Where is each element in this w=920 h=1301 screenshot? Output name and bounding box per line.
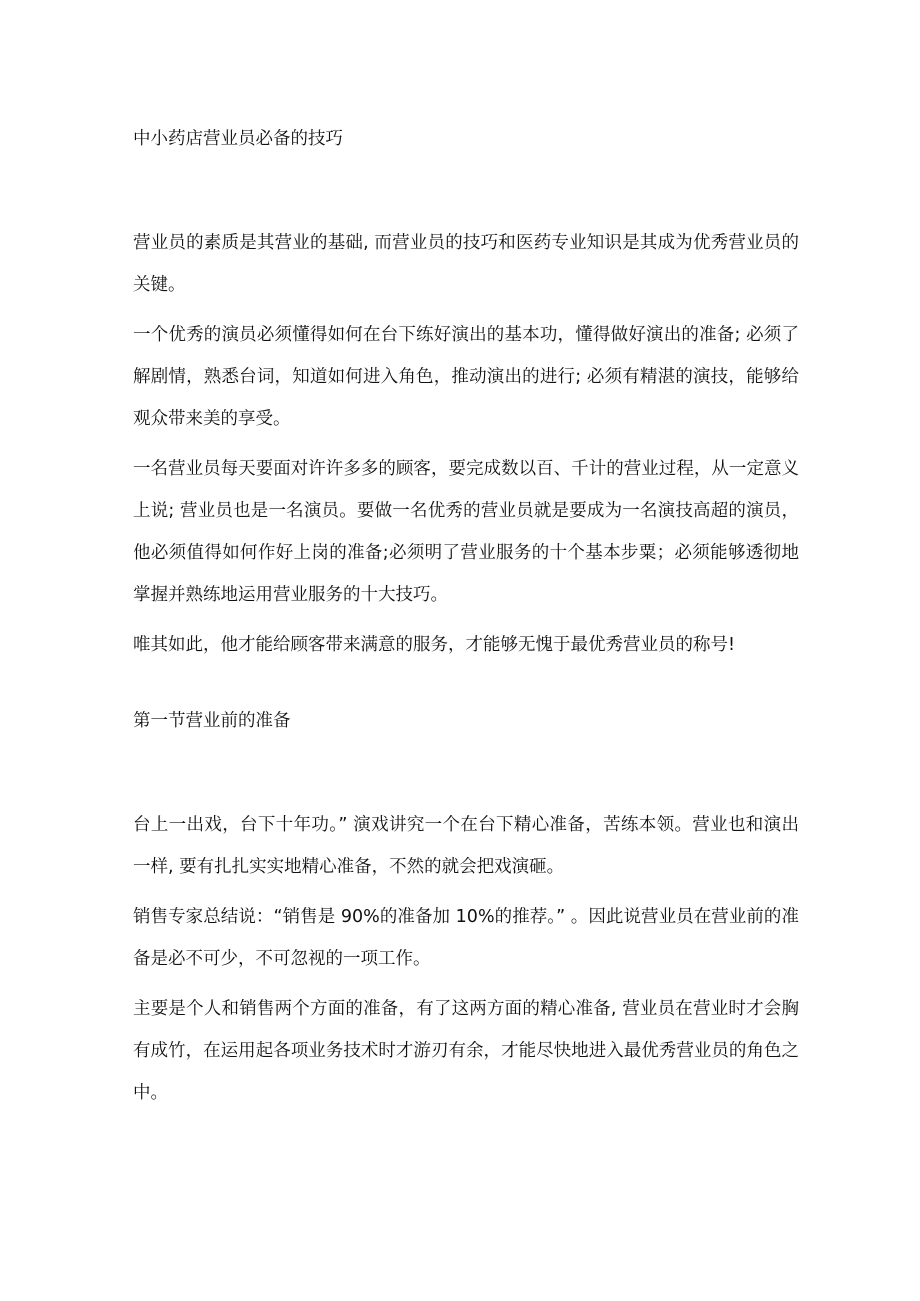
intro-paragraph-4: 唯其如此，他才能给顾客带来满意的服务，才能够无愧于最优秀营业员的称号!	[133, 635, 736, 655]
section-title: 第一节营业前的准备	[133, 711, 291, 731]
section-paragraph-1: 台上一出戏，台下十年功。” 演戏讲究一个在台下精心准备，苦练本领。营业也和演出一样, 要有扎扎实实地精心准备，不然的就会把戏演砸。	[133, 815, 799, 877]
document-title: 中小药店营业员必备的技巧	[133, 129, 343, 149]
section-paragraph-2: 销售专家总结说：“销售是 90%的准备加 10%的推荐。” 。因此说营业员在营业前的准备是必不可少，不可忽视的一项工作。	[133, 907, 799, 969]
intro-paragraph-1: 营业员的素质是其营业的基础, 而营业员的技巧和医药专业知识是其成为优秀营业员的关键。	[133, 233, 799, 295]
document-body	[133, 118, 799, 1122]
intro-paragraph-2: 一个优秀的演员必须懂得如何在台下练好演出的基本功，懂得做好演出的准备; 必须了解剧情，熟悉台词，知道如何进入角色，推动演出的进行; 必须有精湛的演技，能够给观众带来美的享受。	[133, 325, 799, 429]
intro-paragraph-3: 一名营业员每天要面对许许多多的顾客，要完成数以百、千计的营业过程，从一定意义上说; 营业员也是一名演员。要做一名优秀的营业员就是要成为一名演技高超的演员，他必须值得如何作好上岗的准备;必须明了营业服务的十个基本步粟；必须能够透彻地掌握并熟练地运用营业服务的十大技巧。	[133, 459, 799, 605]
section-paragraph-3: 主要是个人和销售两个方面的准备，有了这两方面的精心准备, 营业员在营业时才会胸有成竹，在运用起各项业务技术时才游刃有余，才能尽快地进入最优秀营业员的角色之中。	[133, 999, 799, 1103]
